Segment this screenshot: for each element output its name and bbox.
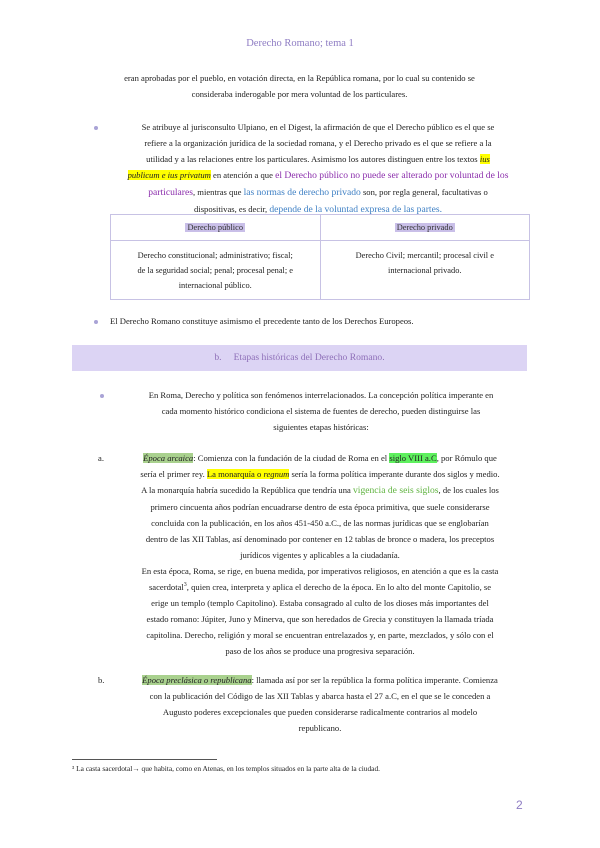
page-number: 2 [516,798,523,812]
bullet-icon [94,320,98,324]
list-item-epoca-arcaica: Época arcaica: Comienza con la fundación de la ciudad de Roma en el siglo VIII a.C, por Rómulo que sería el primer rey. La monarquía o regnum sería la forma política imperante durante dos siglos y medio. A la monarquía habría sucedido la República que tendría una vigencia de seis siglos, de los cuales los primero cincuenta años podrían encuadrarse dentro de esta época primitiva, que suele considerarse concluida con la publicación, en los años 451-450 a.C., de las normas jurídicas que se englobarían dentro de las XII Tablas, así denominado por contener en 12 tablas de bronce o madera, los preceptos jurídicos vigentes y aplicables a la ciudadanía. En esta época, Roma, se rige, en buena medida, por imperativos religiosos, en atención a que es la casta sacerdotal$^3$, quien crea, interpreta y aplica el derecho de la época. En lo alto del monte Capitolio, se erige un templo (templo Capitolino). Estaba consagrado al culto de los dioses más importantes del estado romano: Júpiter, Juno y Minerva, que son heredados de Grecia y constituyen la llamada tríada capitolina. Derecho, religión y moral se encuentran entrelazados y, en parte, mezclados, y sólo con el paso de los años se produce una progresiva separación. [140,453,500,656]
purple-emphasis: el Derecho público no puede ser alterado por voluntad de los [275,170,509,181]
green-emphasis: vigencia de seis siglos [352,485,439,496]
epoca-arcaica-title: Época arcaica [143,453,194,463]
footnote-ref[interactable]: 3 [183,582,187,589]
ius-highlight: ius [479,154,490,164]
siglo-highlight: siglo VIII a.C [389,453,437,463]
blue-emphasis: las normas de derecho privado [243,187,361,198]
footnote-text: ³ La casta sacerdotal→ que habita, como en Atenas, en los templos situados en la parte alta de la ciudad. [72,764,380,773]
bullet-paragraph-roma: En Roma, Derecho y política son fenómenos interrelacionados. La concepción política imperante en cada momento histórico condiciona el sistema de fuentes de derecho, pueden distinguirse las siguientes etapas históricas: [148,390,494,432]
table-header-cell: Derecho público [111,215,321,241]
epoca-preclasica-title: Época preclásica o republicana [142,675,252,685]
bullet-icon [94,126,98,130]
bullet-icon [100,394,104,398]
ius-publicum-highlight: publicum e ius privatum [127,170,211,180]
monarquia-highlight: La monarquía o regnum [206,469,290,479]
page-header-title: Derecho Romano; tema 1 [246,38,354,49]
footnote-divider [72,759,217,760]
table-header-cell: Derecho privado [320,215,530,241]
intro-paragraph: eran aprobadas por el pueblo, en votación directa, en la República romana, por lo cual su contenido se consideraba inderogable por mera voluntad de los particulares. [124,73,475,99]
list-item-epoca-preclasica: Época preclásica o republicana: llamada así por ser la república la forma política imperante. Comienza con la publicación del Código de las XII Tablas y abarca hasta el 27 a.C, en el que se le conceden a Augusto poderes excepcionales que pueden considerarse radicalmente contrarios al modelo republicano. [142,675,498,733]
bullet-paragraph-ulpiano: Se atribuye al jurisconsulto Ulpiano, en el Digest, la afirmación de que el Derecho público es el que se refiere a la organización jurídica de la sociedad romana, y el Derecho privado es el que se refiere a la utilidad y a las relaciones entre los particulares. Asimismo los autores distinguen entre los textos ius publicum e ius privatum en atención a que el Derecho público no puede ser alterado por voluntad de los particulares, mientras que las normas de derecho privado son, por regla general, facultativas o dispositivas, es decir, depende de la voluntad expresa de las partes. [127,122,509,215]
section-heading-etapas: b. Etapas históricas del Derecho Romano. [72,345,527,371]
table-cell: Derecho Civil; mercantil; procesal civil e internacional privado. [320,241,530,300]
bullet-paragraph-europeos: El Derecho Romano constituye asimismo el precedente tanto de los Derechos Europeos. [110,316,414,326]
list-marker-b: b. [98,675,105,685]
law-comparison-table [110,214,530,300]
list-marker-a: a. [98,453,104,463]
table-row [111,241,530,300]
table-header-row [111,215,530,241]
table-cell: Derecho constitucional; administrativo; fiscal; de la seguridad social; penal; procesal penal; e internacional público. [111,241,321,300]
